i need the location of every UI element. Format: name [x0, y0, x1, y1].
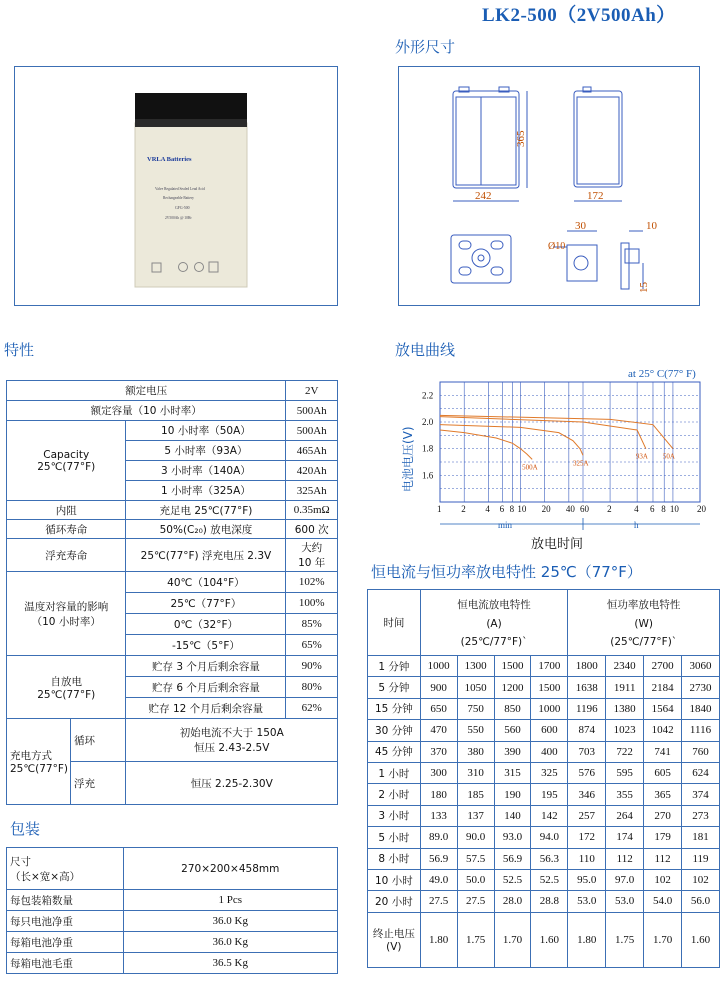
value-cell: 325	[531, 762, 568, 783]
value-cell: 270	[644, 805, 682, 826]
chart-series-label: 500A	[522, 463, 538, 472]
table-row	[368, 698, 720, 719]
chart-x-tick-min: 1	[437, 504, 442, 514]
value-cell: 27.5	[420, 891, 457, 912]
time-cell: 5 分钟	[368, 677, 421, 698]
chart-title: at 25° C(77° F)	[628, 368, 696, 380]
time-cell: 30 分钟	[368, 720, 421, 741]
value-cell: 1380	[606, 698, 644, 719]
table-row: 浮充寿命 25℃(77°F) 浮充电压 2.3V 大约 10 年	[7, 539, 338, 572]
chart-x-tick-min: 20	[541, 504, 551, 514]
section-dimensions-title: 外形尺寸	[395, 38, 456, 56]
value-cell: 624	[682, 762, 720, 783]
value-cell: 102	[682, 869, 720, 890]
value-cell: 57.5	[457, 848, 494, 869]
value-cell: 1000	[531, 698, 568, 719]
value-cell: 550	[457, 720, 494, 741]
table-row: 循环寿命 50%(C₂₀) 放电深度 600 次	[7, 520, 338, 539]
value-cell: 1023	[606, 720, 644, 741]
battery-photo-frame	[14, 66, 338, 306]
time-cell: 2 小时	[368, 784, 421, 805]
value-cell: 605	[644, 762, 682, 783]
section-discharge-curve-title: 放电曲线	[395, 341, 456, 359]
time-cell: 5 小时	[368, 827, 421, 848]
table-row: 充电方式 25℃(77°F) 循环 初始电流不大于 150A 恒压 2.43-2.5V	[7, 719, 338, 762]
value-cell: 703	[568, 741, 606, 762]
table-row	[368, 741, 720, 762]
value-cell: 53.0	[606, 891, 644, 912]
value-cell: 1840	[682, 698, 720, 719]
value-cell: 560	[494, 720, 531, 741]
table-row	[368, 827, 720, 848]
chart-x-tick-h: 20	[697, 504, 706, 514]
value-cell: 1200	[494, 677, 531, 698]
table-row: 终止电压 (V) 1.80 1.75 1.70 1.60 1.80 1.75 1.70 1.60	[368, 912, 720, 967]
table-row	[368, 805, 720, 826]
value-cell: 1042	[644, 720, 682, 741]
value-cell: 142	[531, 805, 568, 826]
cc-cp-table	[367, 589, 720, 968]
section-characteristics-title: 特性	[4, 341, 35, 359]
dim-terminal-10: 10	[646, 220, 657, 232]
chart-x-tick-min: 6	[499, 504, 505, 514]
table-row	[368, 784, 720, 805]
value-cell: 1300	[457, 656, 494, 677]
dimension-drawing	[399, 67, 701, 307]
value-cell: 600	[531, 720, 568, 741]
value-cell: 190	[494, 784, 531, 805]
value-cell: 1800	[568, 656, 606, 677]
chart-x-tick-h: 6	[649, 504, 655, 514]
chart-x-section-min: min	[498, 520, 513, 530]
value-cell: 257	[568, 805, 606, 826]
value-cell: 1564	[644, 698, 682, 719]
value-cell: 1638	[568, 677, 606, 698]
value-cell: 370	[420, 741, 457, 762]
time-cell: 1 小时	[368, 762, 421, 783]
table-row	[368, 656, 720, 677]
chart-series-label: 325A	[573, 459, 589, 468]
value-cell: 1500	[494, 656, 531, 677]
time-cell: 1 分钟	[368, 656, 421, 677]
dimension-drawing-frame	[398, 66, 700, 306]
value-cell: 53.0	[568, 891, 606, 912]
table-row: 尺寸 （长×宽×高） 270×200×458mm	[7, 848, 338, 890]
value-cell: 137	[457, 805, 494, 826]
value-cell: 850	[494, 698, 531, 719]
table-row	[368, 720, 720, 741]
value-cell: 1000	[420, 656, 457, 677]
value-cell: 2184	[644, 677, 682, 698]
chart-x-section-h: h	[634, 520, 639, 530]
table-row	[368, 891, 720, 912]
value-cell: 355	[606, 784, 644, 805]
chart-x-tick-min: 4	[485, 504, 490, 514]
value-cell: 310	[457, 762, 494, 783]
table-row: 温度对容量的影响 （10 小时率） 40℃（104°F） 102%	[7, 572, 338, 593]
chart-y-tick: 1.8	[422, 443, 434, 454]
table-row: -15℃（5°F） 65%	[7, 635, 338, 656]
chart-y-tick: 1.6	[422, 470, 434, 481]
value-cell: 28.0	[494, 891, 531, 912]
chart-series	[440, 415, 675, 471]
value-cell: 315	[494, 762, 531, 783]
value-cell: 365	[644, 784, 682, 805]
value-cell: 300	[420, 762, 457, 783]
value-cell: 1500	[531, 677, 568, 698]
cc-cp-table-body	[368, 656, 720, 913]
value-cell: 49.0	[420, 869, 457, 890]
value-cell: 54.0	[644, 891, 682, 912]
value-cell: 650	[420, 698, 457, 719]
value-cell: 181	[682, 827, 720, 848]
time-cell: 10 小时	[368, 869, 421, 890]
value-cell: 722	[606, 741, 644, 762]
value-cell: 380	[457, 741, 494, 762]
table-row: 每只电池净重 36.0 Kg	[7, 911, 338, 932]
value-cell: 1700	[531, 656, 568, 677]
value-cell: 185	[457, 784, 494, 805]
value-cell: 133	[420, 805, 457, 826]
value-cell: 346	[568, 784, 606, 805]
value-cell: 874	[568, 720, 606, 741]
chart-plot-area	[440, 382, 700, 502]
time-cell: 15 分钟	[368, 698, 421, 719]
value-cell: 56.0	[682, 891, 720, 912]
table-header-row: 时间 恒电流放电特性 (A) (25℃/77°F)` 恒功率放电特性 (W) (25℃/77°F)`	[368, 590, 720, 656]
table-row: 3 小时率（140A） 420Ah	[7, 461, 338, 481]
value-cell: 28.8	[531, 891, 568, 912]
table-row: 0℃（32°F） 85%	[7, 614, 338, 635]
section-cc-cp-title: 恒电流与恒功率放电特性 25℃（77°F）	[371, 563, 642, 581]
value-cell: 112	[606, 848, 644, 869]
chart-x-tick-h: 2	[607, 504, 612, 514]
table-row: 额定电压 2V	[7, 381, 338, 401]
value-cell: 741	[644, 741, 682, 762]
value-cell: 3060	[682, 656, 720, 677]
time-cell: 20 小时	[368, 891, 421, 912]
value-cell: 56.9	[494, 848, 531, 869]
chart-series-label: 93A	[635, 452, 648, 461]
value-cell: 119	[682, 848, 720, 869]
chart-ylabel: 电池电压(V)	[401, 426, 415, 492]
table-row: 自放电 25℃(77°F) 贮存 3 个月后剩余容量 90%	[7, 656, 338, 677]
dim-terminal-15: 15	[638, 282, 650, 293]
value-cell: 1116	[682, 720, 720, 741]
packaging-table	[6, 847, 338, 974]
chart-x-tick-h: 8	[661, 504, 666, 514]
battery-line2: Rechargeable Battery	[163, 196, 194, 200]
table-row: 每箱电池净重 36.0 Kg	[7, 932, 338, 953]
time-cell: 45 分钟	[368, 741, 421, 762]
value-cell: 52.5	[531, 869, 568, 890]
value-cell: 470	[420, 720, 457, 741]
chart-y-tick: 2.2	[422, 390, 434, 401]
value-cell: 1050	[457, 677, 494, 698]
value-cell: 110	[568, 848, 606, 869]
value-cell: 27.5	[457, 891, 494, 912]
value-cell: 273	[682, 805, 720, 826]
chart-series-line	[440, 430, 532, 459]
table-row: 贮存 12 个月后剩余容量 62%	[7, 698, 338, 719]
dim-diameter: Ø10	[548, 241, 566, 252]
value-cell: 374	[682, 784, 720, 805]
value-cell: 400	[531, 741, 568, 762]
section-packaging-title: 包装	[10, 820, 41, 838]
value-cell: 140	[494, 805, 531, 826]
time-cell: 3 小时	[368, 805, 421, 826]
value-cell: 172	[568, 827, 606, 848]
value-cell: 2730	[682, 677, 720, 698]
value-cell: 2340	[606, 656, 644, 677]
value-cell: 760	[682, 741, 720, 762]
table-row: 每包装箱数量 1 Pcs	[7, 890, 338, 911]
table-row: 贮存 6 个月后剩余容量 80%	[7, 677, 338, 698]
chart-x-tick-h: 4	[634, 504, 639, 514]
chart-series-line	[440, 425, 583, 456]
chart-grid	[440, 382, 700, 502]
value-cell: 112	[644, 848, 682, 869]
chart-series-line	[440, 417, 646, 449]
chart-series-label: 50A	[662, 452, 675, 461]
time-cell: 8 小时	[368, 848, 421, 869]
value-cell: 750	[457, 698, 494, 719]
chart-xlabel: 放电时间	[531, 537, 584, 552]
chart-x-tick-min: 40	[565, 504, 575, 514]
table-row: Capacity 25℃(77°F) 10 小时率（50A） 500Ah	[7, 421, 338, 441]
chart-x-tick-h: 10	[669, 504, 679, 514]
table-row: 额定容量（10 小时率） 500Ah	[7, 401, 338, 421]
table-row	[368, 677, 720, 698]
value-cell: 576	[568, 762, 606, 783]
value-cell: 94.0	[531, 827, 568, 848]
table-row: 1 小时率（325A） 325Ah	[7, 481, 338, 501]
chart-y-tick: 2.0	[422, 417, 434, 427]
table-row: 5 小时率（93A） 465Ah	[7, 441, 338, 461]
value-cell: 102	[644, 869, 682, 890]
table-row: 浮充 恒压 2.25-2.30V	[7, 762, 338, 805]
dim-depth: 172	[587, 190, 604, 202]
table-row	[368, 848, 720, 869]
page-title: LK2-500（2V500Ah）	[482, 5, 676, 26]
table-row: 25℃（77°F） 100%	[7, 593, 338, 614]
value-cell: 390	[494, 741, 531, 762]
battery-model: GFG-500	[175, 206, 190, 210]
value-cell: 595	[606, 762, 644, 783]
value-cell: 195	[531, 784, 568, 805]
value-cell: 50.0	[457, 869, 494, 890]
battery-line1: Valve Regulated Sealed Lead Acid	[155, 187, 205, 191]
value-cell: 89.0	[420, 827, 457, 848]
value-cell: 95.0	[568, 869, 606, 890]
battery-line4: 2V500Ah @ 10Hr	[165, 216, 192, 220]
value-cell: 90.0	[457, 827, 494, 848]
value-cell: 180	[420, 784, 457, 805]
value-cell: 93.0	[494, 827, 531, 848]
value-cell: 52.5	[494, 869, 531, 890]
value-cell: 1196	[568, 698, 606, 719]
chart-x-tick-min: 60	[580, 504, 589, 514]
discharge-chart	[394, 362, 720, 554]
battery-brand: VRLA Batteries	[147, 156, 192, 163]
value-cell: 264	[606, 805, 644, 826]
chart-x-tick-min: 8	[509, 504, 515, 514]
value-cell: 1911	[606, 677, 644, 698]
chart-x-tick-min: 2	[461, 504, 466, 514]
dim-terminal-30: 30	[575, 220, 586, 232]
value-cell: 179	[644, 827, 682, 848]
dim-height: 365	[515, 130, 527, 147]
chart-x-tick-min: 10	[517, 504, 527, 514]
value-cell: 56.9	[420, 848, 457, 869]
value-cell: 900	[420, 677, 457, 698]
table-row	[368, 762, 720, 783]
table-row	[368, 869, 720, 890]
value-cell: 97.0	[606, 869, 644, 890]
value-cell: 2700	[644, 656, 682, 677]
table-row: 每箱电池毛重 36.5 Kg	[7, 953, 338, 974]
value-cell: 174	[606, 827, 644, 848]
dim-width: 242	[475, 190, 492, 202]
table-row: 内阻 充足电 25℃(77°F) 0.35mΩ	[7, 501, 338, 520]
battery-image	[15, 67, 339, 307]
value-cell: 56.3	[531, 848, 568, 869]
characteristics-table	[6, 380, 338, 805]
